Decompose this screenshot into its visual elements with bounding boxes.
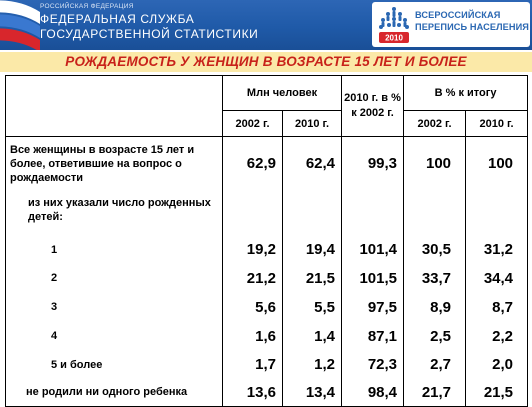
cell-ratio: 99,3: [342, 137, 404, 191]
header-banner: [0, 0, 532, 50]
cell-mln-2010: 21,5: [283, 264, 342, 293]
row-label: из них указали число рожденных детей:: [6, 191, 223, 236]
cell-mln-2002: 13,6: [223, 379, 283, 407]
cell-pct-2002: 2,5: [404, 322, 466, 351]
header-pct-2002: 2002 г.: [404, 111, 466, 137]
cell-mln-2002: 21,2: [223, 264, 283, 293]
cell-ratio: 101,5: [342, 264, 404, 293]
table-header-row: [6, 76, 528, 111]
header-pct: В % к итогу: [404, 76, 528, 111]
table-row: [6, 264, 528, 293]
census-year: 2010: [385, 33, 403, 43]
cell-pct-2002: [404, 191, 466, 236]
header-agency-line2: ГОСУДАРСТВЕННОЙ СТАТИСТИКИ: [40, 27, 259, 41]
cell-pct-2002: 2,7: [404, 351, 466, 379]
row-label: 1: [6, 236, 223, 264]
cell-mln-2002: 1,7: [223, 351, 283, 379]
cell-pct-2002: 33,7: [404, 264, 466, 293]
cell-pct-2010: 21,5: [466, 379, 528, 407]
table-row: [6, 379, 528, 407]
cell-mln-2010: 13,4: [283, 379, 342, 407]
row-label: Все женщины в возрасте 15 лет и более, ответившие на вопрос о рождаемости: [6, 137, 223, 191]
census-title-line1: ВСЕРОССИЙСКАЯ: [415, 10, 501, 20]
header-mln: Млн человек: [223, 76, 342, 111]
cell-pct-2002: 21,7: [404, 379, 466, 407]
row-label: 5 и более: [6, 351, 223, 379]
table-row: [6, 293, 528, 322]
cell-mln-2002: 62,9: [223, 137, 283, 191]
cell-pct-2010: 8,7: [466, 293, 528, 322]
cell-ratio: 98,4: [342, 379, 404, 407]
table-row: [6, 191, 528, 236]
cell-pct-2010: [466, 191, 528, 236]
header-mln-2010: 2010 г.: [283, 111, 342, 137]
header-country: РОССИЙСКАЯ ФЕДЕРАЦИЯ: [40, 3, 134, 10]
cell-mln-2010: 62,4: [283, 137, 342, 191]
cell-pct-2010: 2,2: [466, 322, 528, 351]
fertility-table: [5, 75, 528, 407]
cell-ratio: 101,4: [342, 236, 404, 264]
cell-mln-2002: [223, 191, 283, 236]
cell-mln-2010: 5,5: [283, 293, 342, 322]
header-pct-2010: 2010 г.: [466, 111, 528, 137]
cell-mln-2010: 1,4: [283, 322, 342, 351]
table-row: [6, 322, 528, 351]
cell-mln-2010: [283, 191, 342, 236]
cell-mln-2010: 19,4: [283, 236, 342, 264]
cell-mln-2002: 19,2: [223, 236, 283, 264]
census-title: [415, 9, 529, 33]
header-agency-line1: ФЕДЕРАЛЬНАЯ СЛУЖБА: [40, 12, 195, 26]
table-row: [6, 137, 528, 191]
row-label: 3: [6, 293, 223, 322]
census-logo-box: [372, 2, 530, 47]
row-label: не родили ни одного ребенка: [6, 379, 223, 407]
cell-ratio: 97,5: [342, 293, 404, 322]
row-label: 2: [6, 264, 223, 293]
page-title: РОЖДАЕМОСТЬ У ЖЕНЩИН В ВОЗРАСТЕ 15 ЛЕТ И БОЛЕЕ: [65, 54, 467, 69]
table-row: [6, 236, 528, 264]
cell-pct-2002: 100: [404, 137, 466, 191]
header-ratio: 2010 г. в % к 2002 г.: [342, 76, 404, 137]
cell-pct-2010: 100: [466, 137, 528, 191]
cell-ratio: 87,1: [342, 322, 404, 351]
census-people-logo-icon: [376, 5, 412, 45]
cell-pct-2010: 34,4: [466, 264, 528, 293]
cell-pct-2002: 8,9: [404, 293, 466, 322]
cell-mln-2010: 1,2: [283, 351, 342, 379]
cell-pct-2002: 30,5: [404, 236, 466, 264]
cell-ratio: [342, 191, 404, 236]
row-label: 4: [6, 322, 223, 351]
header-mln-2002: 2002 г.: [223, 111, 283, 137]
cell-mln-2002: 5,6: [223, 293, 283, 322]
header-corner-cell: [6, 76, 223, 137]
cell-ratio: 72,3: [342, 351, 404, 379]
cell-pct-2010: 2,0: [466, 351, 528, 379]
table-row: [6, 351, 528, 379]
cell-mln-2002: 1,6: [223, 322, 283, 351]
census-title-line2: ПЕРЕПИСЬ НАСЕЛЕНИЯ: [415, 22, 530, 32]
cell-pct-2010: 31,2: [466, 236, 528, 264]
